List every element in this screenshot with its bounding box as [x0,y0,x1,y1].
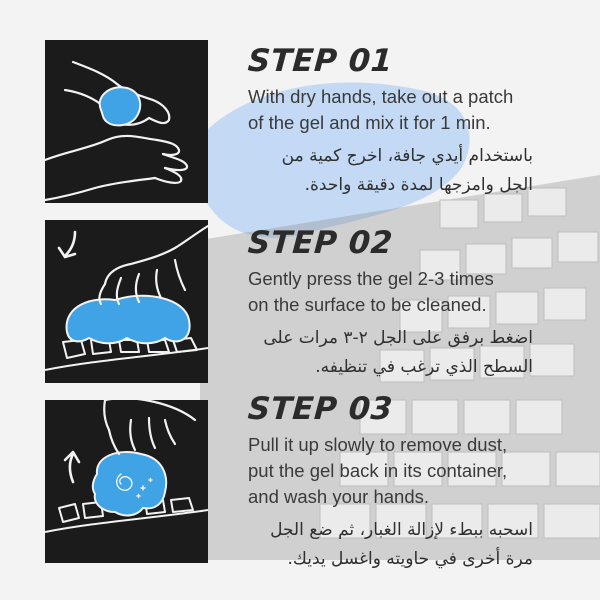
step-2-block [248,226,588,382]
step-1-english-text: With dry hands, take out a patch of the gel and mix it for 1 min. [248,86,514,133]
step-3-block [248,392,588,574]
step-1-block [248,44,588,200]
step-1-title: STEP 01 [246,43,395,79]
step-1-illustration [45,40,208,203]
hand-lifting-gel-icon [45,400,208,563]
hand-pressing-gel-icon [45,220,208,383]
hands-mixing-gel-icon [45,40,208,203]
step-3-title: STEP 03 [246,391,395,427]
step-2-arabic-text: اضغط برفق على الجل ٢-٣ مرات على السطح الذي ترغب في تنظيفه. [263,328,533,377]
step-2-title: STEP 02 [246,225,395,261]
step-2-english-text: Gently press the gel 2-3 times on the surface to be cleaned. [248,268,494,315]
step-3-arabic-text: اسحبه ببطء لإزالة الغبار، ثم ضع الجل مرة أخرى في حاويته واغسل يديك. [270,520,533,569]
step-1-arabic-text: باستخدام أيدي جافة، اخرج كمية من الجل وامزجها لمدة دقيقة واحدة. [281,146,533,195]
step-3-english-text: Pull it up slowly to remove dust, put the gel back in its container, and wash your hands. [248,434,508,507]
step-3-illustration [45,400,208,563]
step-2-illustration [45,220,208,383]
